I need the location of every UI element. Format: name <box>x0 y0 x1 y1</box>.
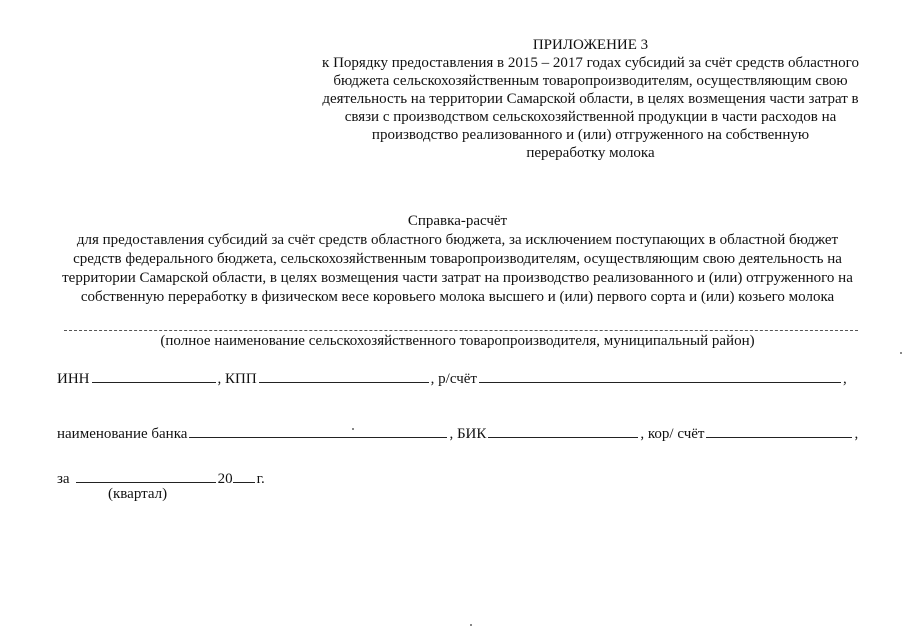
bank-name-field[interactable] <box>189 424 447 438</box>
appendix-line: деятельность на территории Самарской области, в целях возмещения части затрат в <box>322 91 859 107</box>
corr-account-field[interactable] <box>706 424 852 438</box>
year-prefix: 20 <box>217 471 233 487</box>
appendix-line: связи с производством сельскохозяйственной продукции в части расходов на <box>344 109 837 125</box>
appendix-line: бюджета сельскохозяйственным товаропроизводителям, осуществляющим свою <box>333 73 848 89</box>
quarter-field[interactable] <box>76 469 216 483</box>
document-title-block <box>40 212 875 307</box>
row-1-end: , <box>842 371 847 387</box>
account-field[interactable] <box>479 369 841 383</box>
scan-speck <box>470 624 472 626</box>
appendix-line: производство реализованного и (или) отгруженного на собственную <box>371 127 810 143</box>
year-field[interactable] <box>233 469 255 483</box>
producer-name-field[interactable] <box>64 330 858 331</box>
quarter-caption: (квартал) <box>108 486 168 502</box>
appendix-line: переработку молока <box>526 145 655 161</box>
bik-field[interactable] <box>488 424 638 438</box>
producer-name-caption: (полное наименование сельскохозяйственного товаропроизводителя, муниципальный район) <box>160 333 755 349</box>
kpp-field[interactable] <box>259 369 429 383</box>
requisites-row-2 <box>57 424 858 443</box>
year-suffix: г. <box>256 471 265 487</box>
appendix-line: к Порядку предоставления в 2015 – 2017 годах субсидий за счёт средств областного <box>322 55 859 71</box>
inn-field[interactable] <box>92 369 216 383</box>
appendix-header <box>318 36 863 162</box>
bik-label: , БИК <box>449 426 487 442</box>
for-label: за <box>57 471 70 487</box>
inn-label: ИНН <box>57 371 90 387</box>
bank-label: наименование банка <box>57 426 188 442</box>
requisites-row-1 <box>57 369 847 388</box>
account-label: , р/счёт <box>430 371 477 387</box>
document-subtitle-line: средств федерального бюджета, сельскохозяйственным товаропроизводителям, осуществляющим свою деятельность на <box>73 251 842 267</box>
document-subtitle-line: собственную переработку в физическом весе коровьего молока высшего и (или) первого сорта и (или) козьего молока <box>80 289 835 305</box>
row-2-end: , <box>854 426 859 442</box>
scan-speck <box>900 352 902 354</box>
document-subtitle-line: территории Самарской области, в целях возмещения части затрат на производство реализованного и (или) отгруженного на <box>62 270 853 286</box>
scan-speck <box>352 428 354 430</box>
corr-account-label: , кор/ счёт <box>640 426 705 442</box>
appendix-number: ПРИЛОЖЕНИЕ 3 <box>532 37 649 53</box>
kpp-label: , КПП <box>217 371 257 387</box>
document-subtitle-line: для предоставления субсидий за счёт средств областного бюджета, за исключением поступающих в областной бюджет <box>76 232 839 248</box>
document-title: Справка-расчёт <box>407 213 508 229</box>
